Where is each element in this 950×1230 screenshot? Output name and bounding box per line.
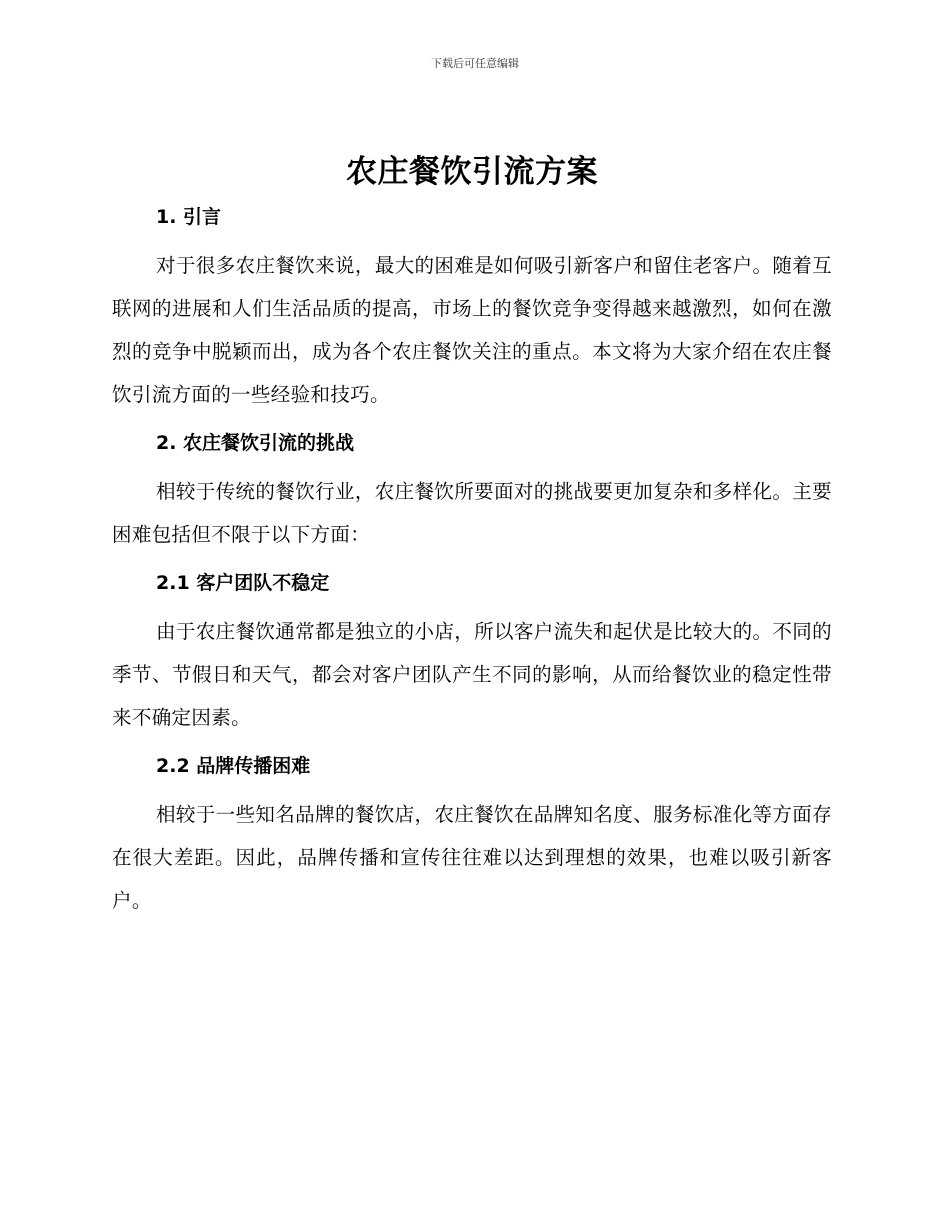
paragraph-unstable-customers: 由于农庄餐饮通常都是独立的小店，所以客户流失和起伏是比较大的。不同的季节、节假日和天气，都会对客户团队产生不同的影响，从而给餐饮业的稳定性带来不确定因素。 — [112, 620, 832, 729]
document-body — [112, 150, 832, 936]
section-heading-intro: 1. 引言 — [156, 206, 222, 228]
paragraph-brand-difficulty: 相较于一些知名品牌的餐饮店，农庄餐饮在品牌知名度、服务标准化等方面存在很大差距。因此，品牌传播和宣传往往难以达到理想的效果，也难以吸引新客户。 — [112, 803, 832, 912]
section-heading-challenges: 2. 农庄餐饮引流的挑战 — [156, 432, 355, 454]
paragraph-challenges: 相较于传统的餐饮行业，农庄餐饮所要面对的挑战要更加复杂和多样化。主要困难包括但不限于以下方面： — [112, 480, 832, 546]
section-heading-brand-difficulty: 2.2 品牌传播困难 — [156, 755, 311, 777]
document-title: 农庄餐饮引流方案 — [346, 154, 598, 190]
header-note: 下载后可任意编辑 — [431, 57, 519, 70]
section-heading-unstable-customers: 2.1 客户团队不稳定 — [156, 572, 330, 594]
paragraph-intro: 对于很多农庄餐饮来说，最大的困难是如何吸引新客户和留住老客户。随着互联网的进展和人们生活品质的提高，市场上的餐饮竞争变得越来越激烈，如何在激烈的竞争中脱颖而出，成为各个农庄餐饮关注的重点。本文将为大家介绍在农庄餐饮引流方面的一些经验和技巧。 — [112, 254, 832, 406]
